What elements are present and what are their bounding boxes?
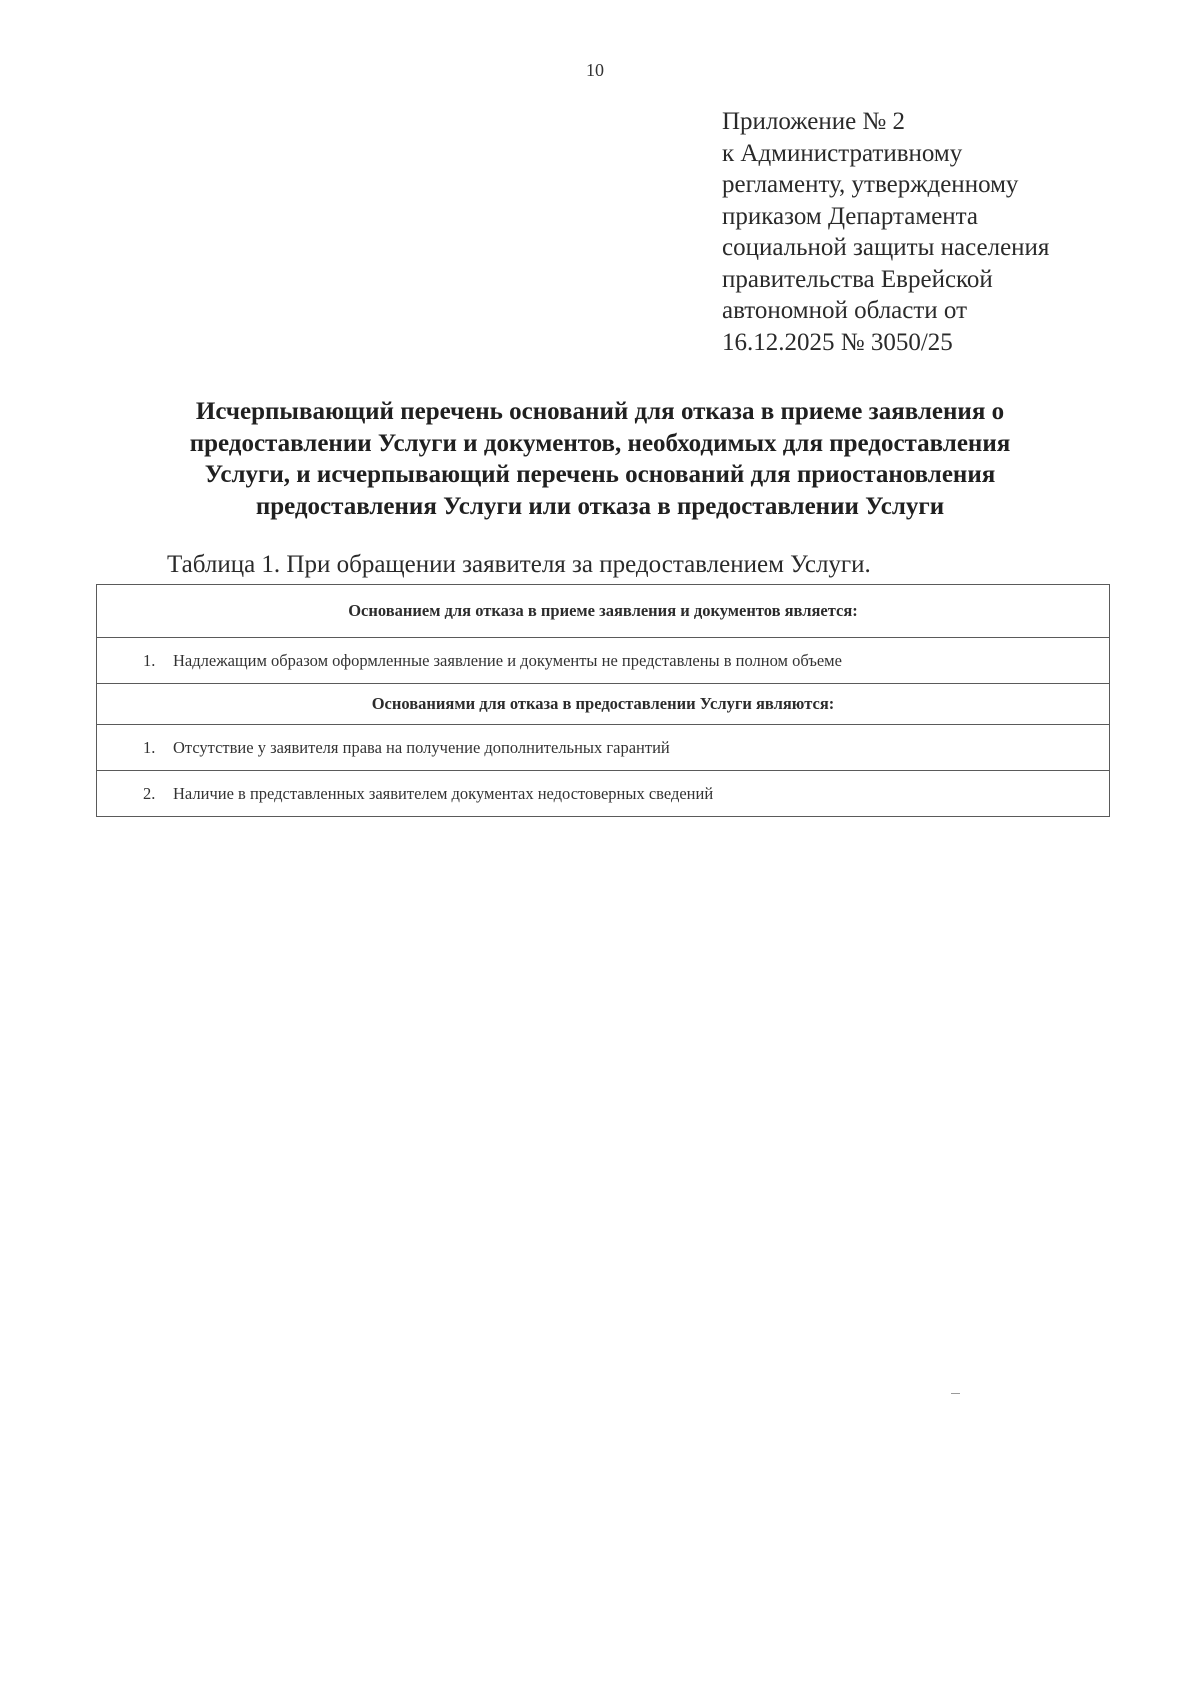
title-line: предоставлении Услуги и документов, необходимых для предоставления	[189, 429, 1011, 457]
item-text: Наличие в представленных заявителем документах недостоверных сведений	[173, 783, 714, 803]
item-number: 2.	[143, 783, 156, 803]
item-text: Надлежащим образом оформленные заявление и документы не представлены в полном объеме	[173, 650, 842, 670]
table-row	[97, 638, 1110, 684]
table-item	[97, 725, 1110, 771]
appendix-line: 16.12.2025 № 3050/25	[722, 328, 953, 356]
appendix-line: к Административному	[722, 139, 963, 167]
appendix-block	[722, 106, 1142, 358]
table-row	[97, 684, 1110, 725]
item-number: 1.	[143, 737, 156, 757]
table-row	[97, 585, 1110, 638]
document-title	[100, 396, 1100, 522]
scan-artifact	[951, 1393, 960, 1394]
appendix-line: правительства Еврейской	[722, 265, 993, 293]
appendix-line: автономной области от	[722, 297, 968, 324]
grounds-table	[96, 584, 1110, 817]
appendix-line: приказом Департамента	[722, 202, 978, 230]
appendix-line: регламенту, утвержденному	[722, 171, 1019, 198]
table-caption: Таблица 1. При обращении заявителя за предоставлением Услуги.	[167, 551, 871, 578]
table-item	[97, 638, 1110, 684]
appendix-line: социальной защиты населения	[722, 234, 1050, 261]
table-row	[97, 725, 1110, 771]
table-row	[97, 771, 1110, 817]
title-line: Услуги, и исчерпывающий перечень оснований для приостановления	[204, 461, 996, 488]
section-heading: Основаниями для отказа в предоставлении Услуги являются:	[97, 684, 1110, 725]
item-text: Отсутствие у заявителя права на получение дополнительных гарантий	[173, 737, 670, 757]
section-heading: Основанием для отказа в приеме заявления и документов является:	[97, 585, 1110, 638]
table-item	[97, 771, 1110, 817]
appendix-line: Приложение № 2	[722, 108, 906, 135]
title-line: предоставления Услуги или отказа в предоставлении Услуги	[255, 492, 945, 520]
item-number: 1.	[143, 650, 156, 670]
title-line: Исчерпывающий перечень оснований для отказа в приеме заявления о	[195, 398, 1005, 425]
page-number: 10	[586, 60, 604, 80]
